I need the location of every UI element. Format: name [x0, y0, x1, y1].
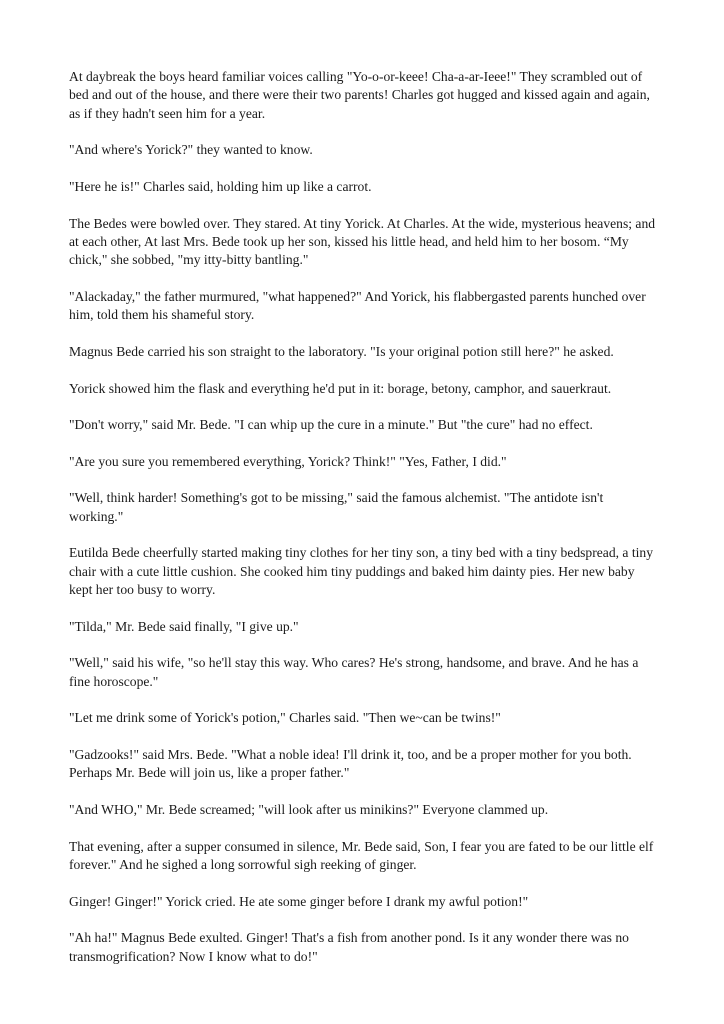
paragraph: "Tilda," Mr. Bede said finally, "I give up."	[69, 618, 299, 634]
paragraph: Magnus Bede carried his son straight to the laboratory. "Is your original potion still here?" he asked.	[69, 344, 614, 359]
paragraph: "Alackaday," the father murmured, "what happened?" And Yorick, his flabbergasted parents hunched over him, told them his shameful story.	[69, 289, 646, 323]
paragraph: "Well," said his wife, "so he'll stay this way. Who cares? He's strong, handsome, and brave. And he has a fine horoscope."	[69, 655, 639, 689]
paragraph: "And WHO," Mr. Bede screamed; "will look after us minikins?" Everyone clammed up.	[69, 801, 549, 817]
paragraph: "Here he is!" Charles said, holding him up like a carrot.	[69, 179, 372, 194]
paragraph: "Gadzooks!" said Mrs. Bede. "What a noble idea! I'll drink it, too, and be a proper mother for you both. Perhaps Mr. Bede will join us, like a proper father."	[69, 746, 632, 781]
paragraph: The Bedes were bowled over. They stared. At tiny Yorick. At Charles. At the wide, mysterious heavens; and at each other, At last Mrs. Bede took up her son, kissed his little head, and held him to her bosom. “My chick," she sobbed, "my itty-bitty bantling."	[69, 215, 656, 268]
paragraph: "Are you sure you remembered everything, Yorick? Think!" "Yes, Father, I did."	[69, 453, 507, 469]
paragraph: Ginger! Ginger!" Yorick cried. He ate some ginger before I drank my awful potion!"	[69, 893, 529, 909]
paragraph: At daybreak the boys heard familiar voices calling "Yo-o-or-keee! Cha-a-ar-Ieee!" They scrambled out of bed and out of the house, and there were their two parents! Charles got hugged and kissed again and again, as if they hadn't seen him for a year.	[69, 69, 650, 121]
paragraph: "Well, think harder! Something's got to be missing," said the famous alchemist. "The antidote isn't working."	[69, 490, 604, 524]
story-text	[69, 68, 659, 984]
paragraph: That evening, after a supper consumed in silence, Mr. Bede said, Son, I fear you are fated to be our little elf forever." And he sighed a long sorrowful sigh reeking of ginger.	[69, 838, 654, 872]
paragraph: "Ah ha!" Magnus Bede exulted. Ginger! That's a fish from another pond. Is it any wonder there was no transmogrification? Now I know what to do!"	[69, 930, 629, 964]
paragraph: Yorick showed him the flask and everything he'd put in it: borage, betony, camphor, and sauerkraut.	[69, 380, 612, 396]
paragraph: "And where's Yorick?" they wanted to know.	[69, 142, 313, 158]
paragraph: "Don't worry," said Mr. Bede. "I can whip up the cure in a minute." But "the cure" had no effect.	[69, 417, 593, 433]
paragraph: "Let me drink some of Yorick's potion," Charles said. "Then we~can be twins!"	[69, 710, 501, 726]
paragraph: Eutilda Bede cheerfully started making tiny clothes for her tiny son, a tiny bed with a tiny bedspread, a tiny chair with a cute little cushion. She cooked him tiny puddings and baked him dainty pies. Her new baby kept her too busy to worry.	[69, 545, 654, 598]
